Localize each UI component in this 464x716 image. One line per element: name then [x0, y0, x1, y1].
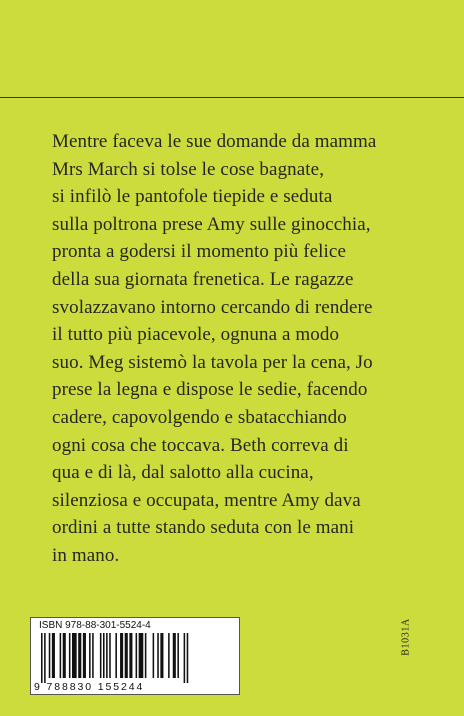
barcode-bar — [103, 633, 105, 678]
barcode-bar — [160, 633, 163, 678]
barcode-bar — [100, 633, 102, 678]
excerpt-line: prese la legna e dispose le sedie, facendo — [52, 379, 368, 401]
top-divider-line — [0, 97, 464, 98]
barcode-bar — [63, 633, 66, 678]
barcode-bar — [157, 633, 159, 678]
barcode-bar — [69, 633, 71, 678]
barcode-bar — [153, 633, 155, 678]
excerpt-line: in mano. — [52, 544, 120, 566]
excerpt-line: pronta a godersi il momento più felice — [52, 241, 346, 263]
barcode-bar — [44, 633, 46, 683]
barcode-bar — [187, 633, 189, 683]
barcode-bar — [145, 633, 147, 678]
isbn-barcode — [30, 617, 240, 695]
barcode-bar — [83, 633, 86, 678]
barcode-bar — [184, 633, 186, 683]
excerpt-line: Mentre faceva le sue domande da mamma — [52, 131, 377, 152]
barcode-bar — [109, 633, 111, 678]
barcode-bar — [120, 633, 123, 678]
barcode-bar — [129, 633, 132, 678]
barcode-bar — [106, 633, 108, 678]
catalog-code — [395, 615, 417, 659]
excerpt-line: cadere, capovolgendo e sbatacchiando — [52, 406, 347, 428]
barcode-bar — [89, 633, 91, 678]
barcode-bar — [92, 633, 94, 678]
barcode-bar — [78, 633, 81, 678]
excerpt-line: della sua giornata frenetica. Le ragazze — [52, 268, 354, 290]
barcode-bar — [41, 633, 43, 683]
barcode-bar — [177, 633, 179, 678]
barcode-digits: 9 788830 155244 — [34, 681, 145, 693]
barcode-bar — [72, 633, 77, 678]
barcode-bar — [60, 633, 62, 678]
barcode-bar — [168, 633, 170, 678]
excerpt-line: qua e di là, dal salotto alla cucina, — [52, 462, 314, 484]
excerpt-line: suo. Meg sistemò la tavola per la cena, Jo — [52, 351, 373, 373]
excerpt-line: ordini a tutte stando seduta con le mani — [52, 517, 355, 539]
excerpt-line: svolazzavano intorno cercando di rendere — [52, 296, 373, 318]
excerpt-line: il tutto più piacevole, ognuna a modo — [52, 324, 340, 346]
excerpt-line: ogni cosa che toccava. Beth correva di — [52, 434, 349, 456]
excerpt-line: silenziosa e occupata, mentre Amy dava — [52, 489, 361, 511]
catalog-code-text: B1031A — [400, 618, 412, 656]
barcode-bar — [49, 633, 51, 678]
barcode-bar — [136, 633, 138, 678]
barcode-bar — [52, 633, 55, 678]
barcode-bars — [39, 633, 231, 683]
excerpt-text — [52, 128, 432, 570]
barcode-bar — [125, 633, 128, 678]
barcode-bar — [115, 633, 117, 678]
barcode-bar — [139, 633, 144, 678]
isbn-label: ISBN 978-88-301-5524-4 — [39, 620, 151, 631]
barcode-bar — [173, 633, 176, 678]
excerpt-line: sulla poltrona prese Amy sulle ginocchia, — [52, 213, 371, 235]
excerpt-line: Mrs March si tolse le cose bagnate, — [52, 158, 325, 180]
excerpt-line: si infilò le pantofole tiepide e seduta — [52, 186, 333, 208]
